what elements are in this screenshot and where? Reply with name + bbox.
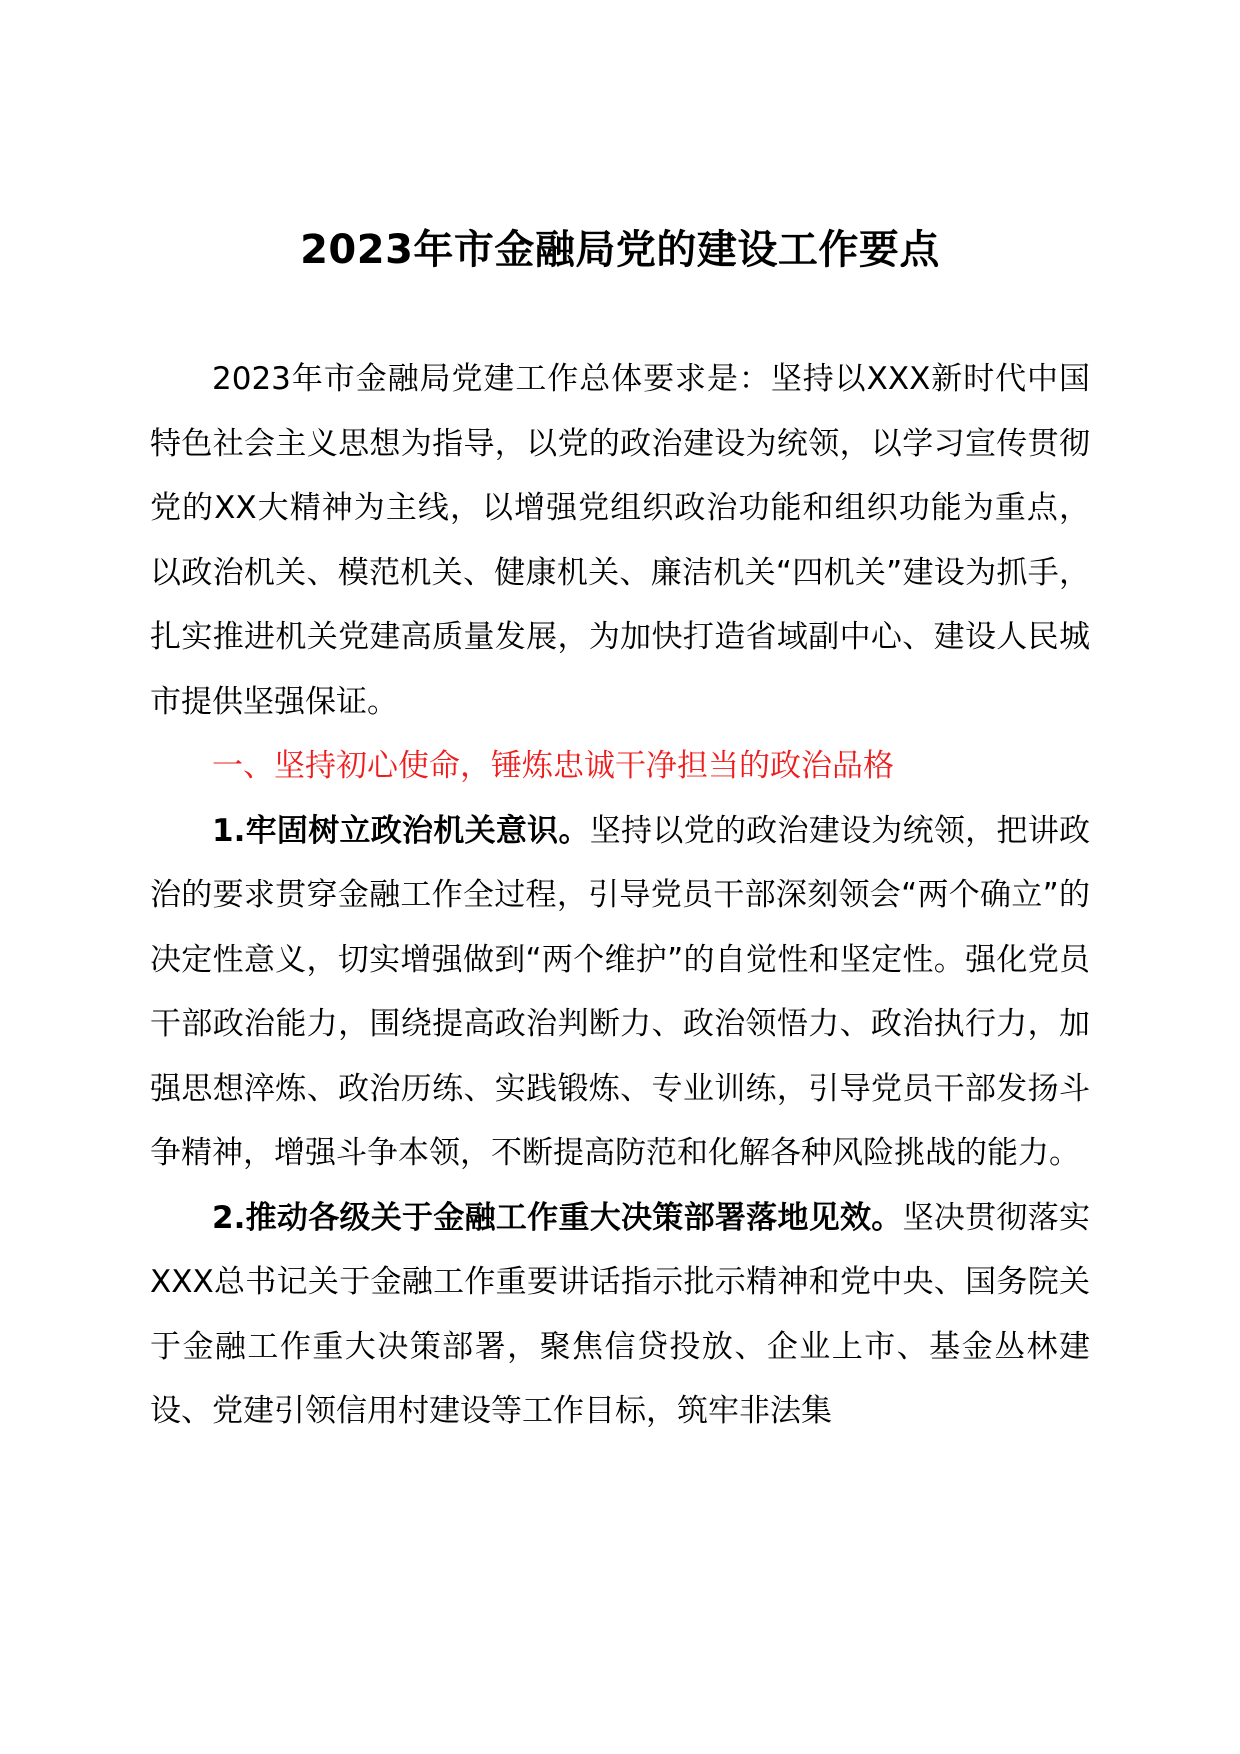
item-text-1: 坚持以党的政治建设为统领，把讲政治的要求贯穿金融工作全过程，引导党员干部深刻领会“两个确立”的决定性意义，切实增强做到“两个维护”的自觉性和坚定性。强化党员干部政治能力，围绕提高政治判断力、政治领悟力、政治执行力，加强思想淬炼、政治历练、实践锻炼、专业训练，引导党员干部发扬斗争精神，增强斗争本领，不断提高防范和化解各种风险挑战的能力。 — [150, 812, 1090, 1171]
document-body — [150, 347, 1090, 1444]
section-heading: 一、坚持初心使命，锤炼忠诚干净担当的政治品格 — [212, 748, 894, 784]
item-paragraph-1 — [150, 799, 1090, 1186]
item-lead-2: 2.推动各级关于金融工作重大决策部署落地见效。 — [212, 1199, 903, 1236]
intro-paragraph: 2023年市金融局党建工作总体要求是：坚持以XXX新时代中国特色社会主义思想为指导，以党的政治建设为统领，以学习宣传贯彻党的XX大精神为主线，以增强党组织政治功能和组织功能为重点，以政治机关、模范机关、健康机关、廉洁机关“四机关”建设为抓手，扎实推进机关党建高质量发展，为加快打造省域副中心、建设人民城市提供坚强保证。 — [150, 361, 1090, 720]
document-title: 2023年市金融局党的建设工作要点 — [300, 227, 940, 273]
item-paragraph-2 — [150, 1186, 1090, 1444]
item-lead-1: 1.牢固树立政治机关意识。 — [212, 812, 590, 849]
item-text-2: 坚决贯彻落实XXX总书记关于金融工作重要讲话指示批示精神和党中央、国务院关于金融工作重大决策部署，聚焦信贷投放、企业上市、基金丛林建设、党建引领信用村建设等工作目标，筑牢非法集 — [150, 1199, 1090, 1429]
